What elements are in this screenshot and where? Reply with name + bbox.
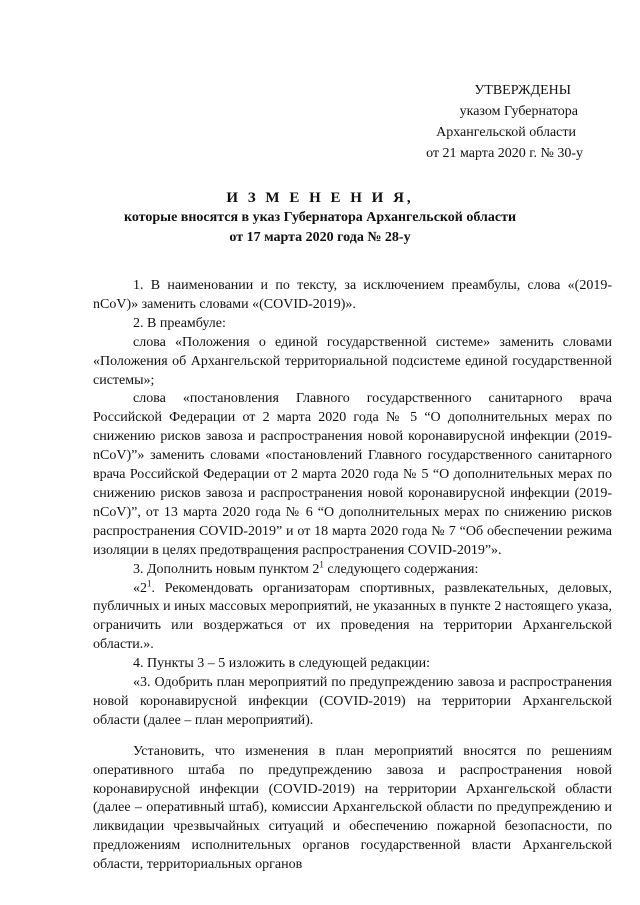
paragraph-3: слова «Положения о единой государственной системе» заменить словами «Положения об Архангельской территориальной подсистеме единой государственной системы»;	[93, 334, 612, 388]
document-title	[0, 188, 640, 248]
paragraph-6-text-a: «2	[133, 580, 147, 596]
title-word: И З М Е Н Е Н И Я,	[226, 190, 414, 206]
paragraph-6-superscript: 1	[147, 577, 152, 588]
paragraph-7: 4. Пункты 3 – 5 изложить в следующей редакции:	[133, 656, 431, 672]
paragraph-2: 2. В преамбуле:	[133, 315, 226, 331]
approval-heading: УТВЕРЖДЕНЫ	[474, 83, 571, 98]
approval-region: Архангельской области	[436, 125, 576, 140]
approval-date-number: от 21 марта 2020 г. № 30-у	[426, 146, 583, 161]
title-subtitle: которые вносятся в указ Губернатора Архангельской области	[123, 210, 517, 225]
approval-stamp	[426, 80, 583, 164]
document-body	[93, 277, 612, 875]
title-decree-ref: от 17 марта 2020 года № 28-у	[229, 230, 411, 245]
paragraph-1: 1. В наименовании и по тексту, за исключением преамбулы, слова «(2019-nCoV)» заменить словами «(COVID-2019)».	[93, 278, 612, 312]
paragraph-5-text-a: 3. Дополнить новым пунктом 2	[133, 561, 320, 577]
approval-by-decree: указом Губернатора	[459, 104, 578, 119]
paragraph-6	[93, 577, 612, 656]
paragraph-6-text-b: . Рекомендовать организаторам спортивных, развлекательных, деловых, публичных и иных массовых мероприятий, не указанных в пункте 2 настоящего указа, ограничить или воздержаться от их проведения на территории Архангельской области.».	[93, 580, 612, 653]
paragraph-8: «3. Одобрить план мероприятий по предупреждению завоза и распространения новой коронавирусной инфекции (COVID-2019) на территории Архангельской области (далее – план мероприятий).	[93, 675, 612, 728]
paragraph-5-superscript: 1	[319, 558, 324, 569]
paragraph-9: Установить, что изменения в план мероприятий вносятся по решениям оперативного штаба по предупреждению завоза и распространения новой коронавирусной инфекции (COVID-2019) на территории Архангельской области (далее – оперативный штаб), комиссии Архангельской области по предупреждению и ликвидации чрезвычайных ситуаций и обеспечению пожарной безопасности, по предложениям исполнительных органов государственной власти Архангельской области, территориальных органов	[93, 743, 612, 873]
paragraph-5-text-b: следующего содержания:	[323, 561, 479, 577]
paragraph-4: слова «постановления Главного государственного санитарного врача Российской Федерации от 2 марта 2020 года № 5 “О дополнительных мерах по снижению рисков завоза и распространения новой коронавирусной инфекции (2019-nCoV)”» заменить словами «постановлений Главного государственного санитарного врача Российской Федерации от 2 марта 2020 года № 5 “О дополнительных мерах по снижению рисков завоза и распространения новой коронавирусной инфекции (2019-nCoV)”, от 13 марта 2020 года № 6 “О дополнительных мерах по снижению рисков распространения COVID-2019” и от 18 марта 2020 года № 7 “Об обеспечении режима изоляции в целях предотвращения распространения COVID-2019”».	[93, 391, 612, 558]
paragraph-5	[93, 558, 612, 580]
